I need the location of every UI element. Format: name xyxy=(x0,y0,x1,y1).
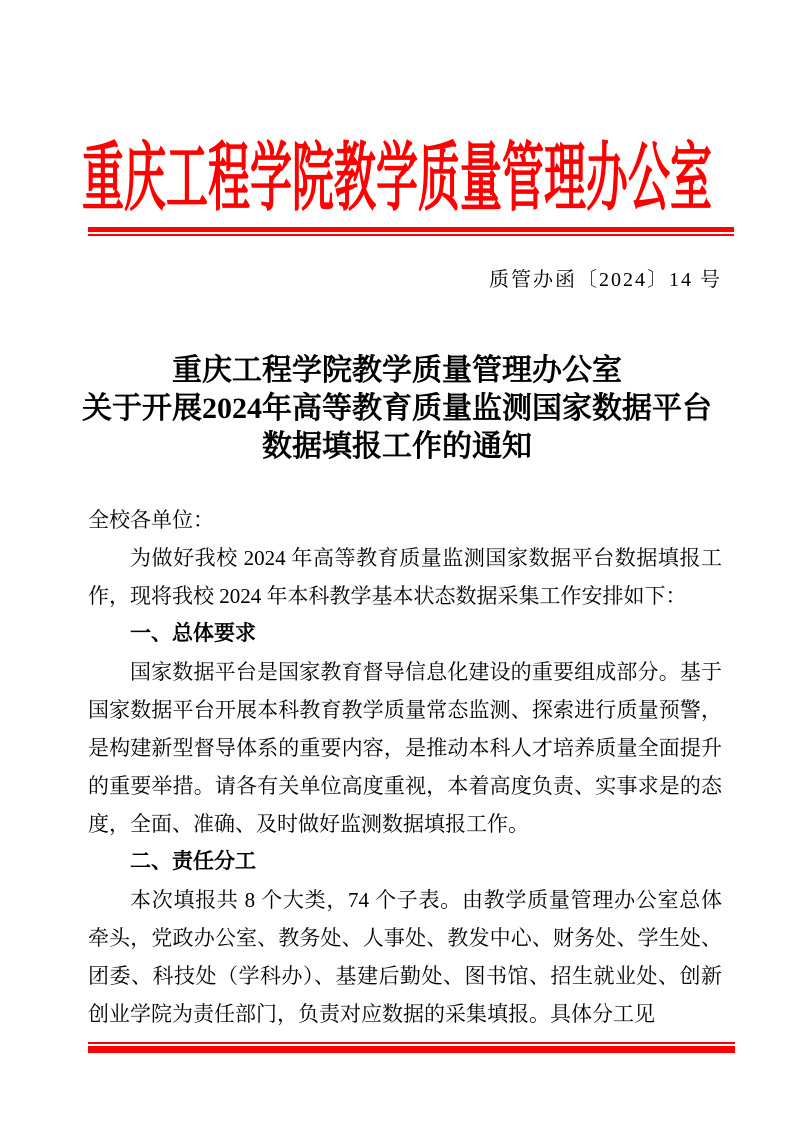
header-double-rule xyxy=(88,227,734,236)
section2-paragraph: 本次填报共 8 个大类，74 个子表。由教学质量管理办公室总体牵头，党政办公室、教务处、人事处、教发中心、财务处、学生处、团委、科技处（学科办）、基建后勤处、图书馆、招生就业处、创新创业学院为责任部门，负责对应数据的采集填报。具体分工见 xyxy=(88,888,722,1026)
section1-heading: 一、总体要求 xyxy=(130,622,256,645)
document-title xyxy=(40,352,754,466)
section1-paragraph: 国家数据平台是国家教育督导信息化建设的重要组成部分。基于国家数据平台开展本科教育教学质量常态监测、探索进行质量预警，是构建新型督导体系的重要内容，是推动本科人才培养质量全面提升的重要举措。请各有关单位高度重视，本着高度负责、实事求是的态度，全面、准确、及时做好监测数据填报工作。 xyxy=(88,660,722,836)
document-number: 质管办函〔2024〕14 号 xyxy=(489,269,722,291)
letterhead xyxy=(0,133,794,222)
footer-double-rule xyxy=(88,1042,735,1053)
header-rule-thin xyxy=(88,234,734,236)
document-title-line3: 数据填报工作的通知 xyxy=(262,430,532,463)
footer-rule-thick xyxy=(88,1046,735,1053)
document-title-line2: 关于开展2024年高等教育质量监测国家数据平台 xyxy=(82,392,712,425)
letterhead-org-name: 重庆工程学院教学质量管理办公室 xyxy=(81,139,712,222)
salutation: 全校各单位： xyxy=(88,508,214,532)
document-title-line1: 重庆工程学院教学质量管理办公室 xyxy=(172,354,622,387)
document-body xyxy=(88,501,722,1033)
intro-paragraph: 为做好我校 2024 年高等教育质量监测国家数据平台数据填报工作，现将我校 2024 年本科教学基本状态数据采集工作安排如下： xyxy=(88,546,722,608)
section2-heading: 二、责任分工 xyxy=(130,850,256,873)
